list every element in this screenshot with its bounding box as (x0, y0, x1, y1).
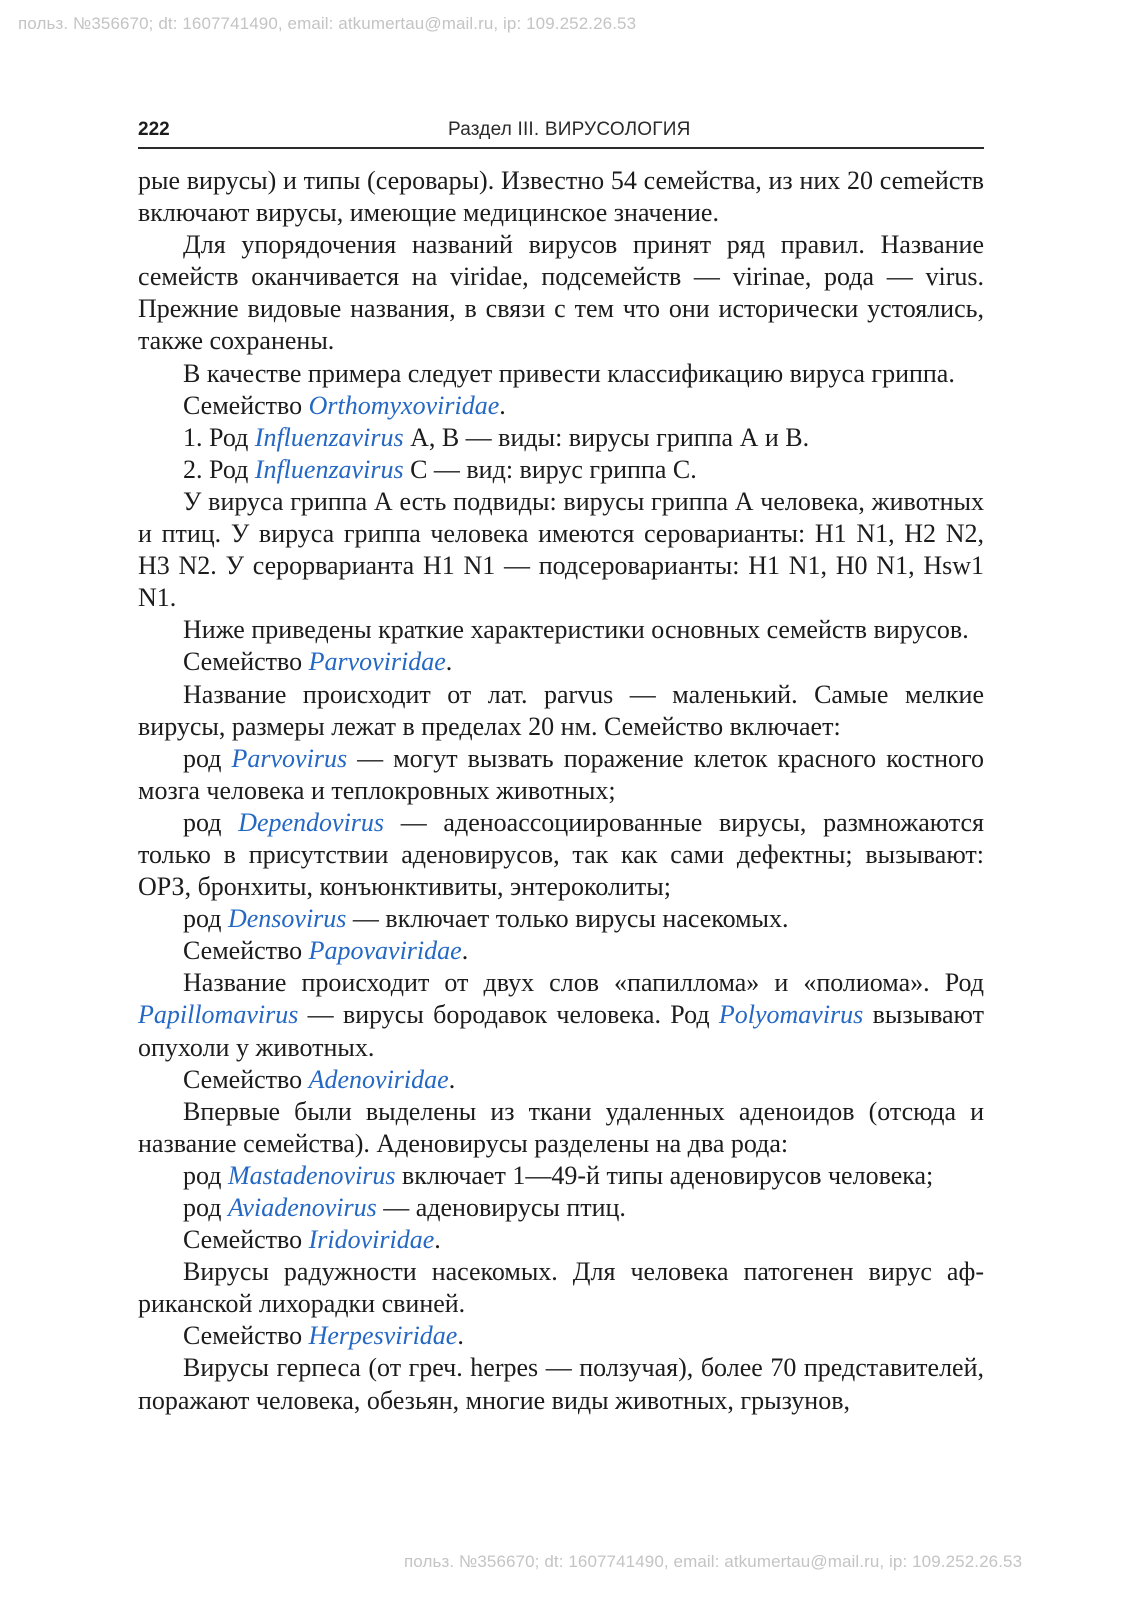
paragraph-text: . (448, 1064, 456, 1094)
para-papova-desc (138, 967, 984, 1063)
taxon-name: Orthomyxoviridae (308, 390, 500, 420)
watermark-bottom: польз. №356670; dt: 1607741490, email: atkumertau@mail.ru, ip: 109.252.26.53 (404, 1552, 1023, 1571)
paragraph-text: род (183, 1160, 228, 1190)
paragraph-text: род (183, 807, 239, 837)
paragraph-text: Семейство (183, 647, 309, 677)
paragraph-text: Семейство (183, 1225, 309, 1255)
paragraph-text: род (183, 904, 228, 934)
para-family-parvoviridae (138, 646, 984, 678)
taxon-name: Mastadenovirus (227, 1160, 396, 1190)
page-header (138, 113, 984, 149)
para-genus-densovirus (138, 903, 984, 935)
para-example-intro (138, 358, 984, 390)
taxon-name: Adenoviridae (308, 1064, 449, 1094)
taxon-name: Papillomavirus (138, 1000, 299, 1030)
page-number: 222 (138, 119, 170, 140)
paragraph-text: — могут вызвать поражение клеток красного костного мозга человека и теплокровных животных; (138, 743, 984, 805)
taxon-name: Influenzavirus (254, 422, 404, 452)
taxon-name: Influenzavirus (254, 454, 404, 484)
paragraph-text: Вирусы радужности насекомых. Для человека патогенен вирус африканской лихорадки свиней. (138, 1257, 984, 1319)
para-subtypes (138, 486, 984, 614)
para-family-adenoviridae (138, 1064, 984, 1096)
paragraph-text: У вируса гриппа А есть подвиды: вирусы гриппа А человека, животных и птиц. У вируса гриппа человека имеются сероварианты: H1 N1, H2 N2, H3 N2. У серорварианта H1 N1 — подсероварианты: H1 N1, H0 N1, Hsw1 N1. (138, 486, 984, 613)
taxon-name: Dependovirus (238, 807, 385, 837)
para-family-iridoviridae (138, 1224, 984, 1256)
paragraph-text: 1. Род (183, 422, 255, 452)
paragraph-text: А, В — виды: вирусы гриппа А и В. (403, 422, 810, 452)
para-family-papovaviridae (138, 935, 984, 967)
paragraph-text: В качестве примера следует привести классификацию вируса гриппа. (183, 358, 955, 388)
paragraph-text: включает 1—49-й типы аденовирусов человека; (395, 1160, 934, 1190)
paragraph-text: Название происходит от лат. parvus — маленький. Самые мелкие вирусы, размеры лежат в пределах 20 нм. Семейство включает: (138, 679, 984, 741)
para-naming-rules (138, 229, 984, 357)
para-genus-1 (138, 422, 984, 454)
paragraph-text: Семейство (183, 1321, 309, 1351)
para-family-orthomyxoviridae (138, 390, 984, 422)
para-genus-dependovirus (138, 807, 984, 903)
paragraph-text: Семейство (183, 1064, 309, 1094)
para-families-intro (138, 614, 984, 646)
paragraph-text: 2. Род (183, 454, 255, 484)
taxon-name: Parvovirus (231, 743, 348, 773)
para-genus-mastadenovirus (138, 1160, 984, 1192)
paragraph-text: — аденоассоциированные вирусы, размножаются только в присутствии аденовирусов, так как сами дефектны; вызывают: ОРЗ, бронхиты, конъюнктивиты, энтероколиты; (138, 807, 984, 902)
paragraph-text: Ниже приведены краткие характеристики основных семейств вирусов. (183, 615, 969, 645)
text-body (138, 165, 984, 1417)
taxon-name: Aviadenovirus (227, 1193, 377, 1222)
taxon-name: Iridoviridae (308, 1225, 435, 1255)
paragraph-text: род (183, 743, 232, 773)
taxon-name: Parvoviridae (308, 647, 446, 677)
paragraph-text: Для упорядочения названий вирусов принят ряд правил. Название семейств оканчивается на viridae, подсемейств — virinae, рода — virus. Прежние видовые названия, в связи с тем что они исторически устоялись, также сохранены. (138, 230, 984, 356)
paragraph-text: . (434, 1225, 441, 1255)
para-genus-2 (138, 454, 984, 486)
paragraph-text: рые вирусы) и типы (серовары). Известно 54 семейства, из них 20 сеmейств включают вирусы, имеющие медицинское значение. (138, 166, 984, 228)
taxon-name: Papovaviridae (308, 936, 462, 966)
taxon-name: Densovirus (227, 904, 347, 934)
paragraph-text: . (457, 1321, 464, 1351)
para-adeno-desc (138, 1096, 984, 1160)
paragraph-text: — включает только вирусы насекомых. (346, 904, 789, 934)
paragraph-text: — вирусы бородавок человека. Род (298, 1000, 719, 1030)
paragraph-text: . (461, 936, 469, 966)
para-herpes-desc (138, 1352, 984, 1416)
paragraph-text: С — вид: вирус гриппа С. (403, 454, 697, 484)
section-title: Раздел III. ВИРУСОЛОГИЯ (448, 119, 691, 140)
paragraph-text: Семейство (183, 390, 309, 420)
para-family-herpesviridae (138, 1320, 984, 1352)
paragraph-text: . (445, 647, 453, 677)
paragraph-text: Название происходит от двух слов «папиллома» и «полиома». Род (183, 968, 984, 998)
paragraph-text: . (499, 390, 506, 420)
paragraph-text: Впервые были выделены из ткани удаленных аденоидов (отсюда и название семейства). Аденовирусы разделены на два рода: (138, 1096, 984, 1158)
taxon-name: Herpesviridae (308, 1321, 458, 1351)
para-continuation (138, 165, 984, 229)
para-irido-desc (138, 1256, 984, 1320)
paragraph-text: род (183, 1193, 228, 1222)
paragraph-text: Вирусы герпеса (от греч. herpes — ползучая), более 70 представителей, поражают человека, обезьян, многие виды животных, грызунов, (138, 1353, 984, 1415)
watermark-top: польз. №356670; dt: 1607741490, email: atkumertau@mail.ru, ip: 109.252.26.53 (18, 14, 637, 33)
paragraph-text: — аденовирусы птиц. (376, 1193, 626, 1222)
para-genus-parvovirus (138, 743, 984, 807)
taxon-name: Polyomavirus (718, 1000, 864, 1030)
para-parvo-desc (138, 679, 984, 743)
paragraph-text: Семейство (183, 936, 309, 966)
paragraph-text: вызывают опухоли у животных. (138, 1000, 984, 1062)
para-genus-aviadenovirus (138, 1192, 984, 1224)
